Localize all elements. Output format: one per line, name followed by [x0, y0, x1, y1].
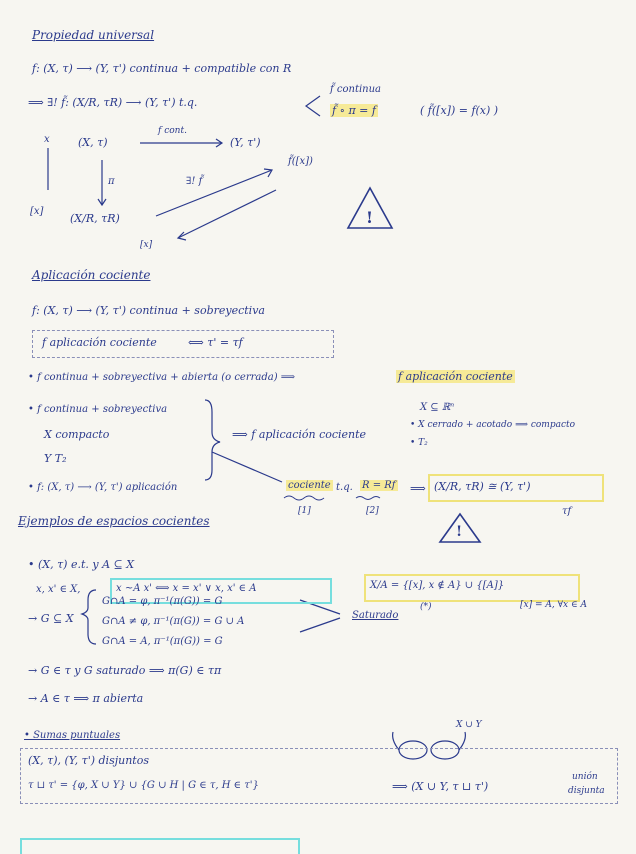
- definition-left: f aplicación cociente: [42, 336, 157, 349]
- diagram-arrow-bracket: [178, 190, 276, 238]
- diagram-node-x-tau: (X, τ): [78, 136, 108, 149]
- diagram-label-fcont: f cont.: [158, 126, 187, 136]
- ref-1: [1]: [298, 506, 311, 516]
- bottom-cyan-box: [20, 838, 300, 854]
- diagram-label-bx2: [x]: [140, 240, 153, 250]
- line-quotient-map-def: f: (X, τ) ⟶ (Y, τ') continua + sobreyectiva: [32, 304, 265, 317]
- diagram-node-quotient: (X/R, τR): [70, 212, 120, 225]
- line-map-definition: f: (X, τ) ⟶ (Y, τ') continua + compatible con R: [32, 62, 292, 75]
- case-2: G∩A ≠ φ, π⁻¹(π(G)) = G ∪ A: [102, 616, 245, 627]
- tau-f-label: τf: [562, 506, 572, 517]
- section-title-examples: Ejemplos de espacios cocientes: [18, 514, 210, 528]
- case-1: G∩A = φ, π⁻¹(π(G)) = G: [102, 596, 223, 607]
- example-note-star: (*): [420, 602, 432, 612]
- condition-composition: f̃ ∘ π = f: [332, 104, 376, 117]
- diagram-label-bx: [x]: [30, 206, 44, 217]
- section-title-quotient-map: Aplicación cociente: [32, 268, 151, 282]
- diagram-label-fx: f̃([x]): [288, 156, 313, 167]
- example-relation: x ~A x' ⟺ x = x' ∨ x, x' ∈ A: [116, 583, 257, 594]
- section-title-universal-property: Propiedad universal: [32, 28, 155, 42]
- diagram-arrow-ftilde: [156, 170, 272, 216]
- sums-topology: τ ⊔ τ' = {φ, X ∪ Y} ∪ {G ∪ H | G ∈ τ, H ∈ τ'}: [28, 780, 259, 791]
- definition-right: ⟺ τ' = τf: [188, 336, 243, 349]
- bullet-compact-1: • f continua + sobreyectiva: [28, 404, 168, 415]
- bullet-iso-result: (X/R, τR) ≅ (Y, τ'): [434, 480, 531, 493]
- bullet-compact-3: Y T₂: [44, 452, 67, 465]
- side-note-3: • T₂: [410, 438, 428, 448]
- bullet-iso-d: R = Rf: [362, 480, 396, 491]
- brace-3: [82, 590, 96, 644]
- diagram-label-exists: ∃! f̃: [186, 176, 203, 187]
- line-exists-unique: ⟹ ∃! f̃: (X/R, τR) ⟶ (Y, τ') t.q.: [28, 96, 198, 109]
- bullet-compact-result: ⟹ f aplicación cociente: [232, 428, 367, 441]
- ref-2: [2]: [366, 506, 379, 516]
- example-note-class: [x] = A, ∀x ∈ A: [520, 600, 587, 610]
- condition-continuous: f̃ continua: [330, 84, 382, 95]
- sums-premise: (X, τ), (Y, τ') disjuntos: [28, 754, 149, 767]
- brace-2: [205, 400, 220, 480]
- sums-note-2: disjunta: [568, 786, 605, 796]
- example-relation-lead: x, x' ∈ X,: [36, 584, 81, 595]
- side-note-2: • X cerrado + acotado ⟹ compacto: [410, 420, 576, 430]
- bullet-iso-a: • f: (X, τ) ⟶ (Y, τ') aplicación: [28, 482, 178, 493]
- open-map: → A ∈ τ ⟹ π abierta: [28, 692, 144, 705]
- warning-mark-1: !: [366, 208, 374, 227]
- condition-formula: ( f̃([x]) = f(x) ): [420, 104, 499, 117]
- sums-note-1: unión: [572, 772, 598, 782]
- example-quotient-set: X/A = {[x], x ∉ A} ∪ {[A]}: [370, 580, 505, 591]
- bullet-compact-2: X compacto: [44, 428, 110, 441]
- bullet-iso-b: cociente: [288, 480, 331, 491]
- diagram-label-x: x: [44, 134, 50, 145]
- sums-result: ⟹ (X ∪ Y, τ ⊔ τ'): [392, 780, 489, 793]
- bullet-open-map-result: f aplicación cociente: [398, 370, 513, 383]
- diagram-node-y-tau: (Y, τ'): [230, 136, 261, 149]
- bullet-iso-c: t.q.: [336, 482, 353, 493]
- saturated-open: → G ∈ τ y G saturado ⟹ π(G) ∈ τπ: [28, 664, 222, 677]
- case-3: G∩A = A, π⁻¹(π(G)) = G: [102, 636, 223, 647]
- side-note-1: X ⊆ ℝⁿ: [420, 402, 455, 413]
- example-premise: • (X, τ) e.t. y A ⊆ X: [28, 558, 135, 571]
- saturated-label: Saturado: [352, 610, 399, 621]
- brace-1: [306, 96, 320, 116]
- warning-mark-2: !: [456, 524, 463, 540]
- diagram-label-pi: π: [108, 176, 115, 187]
- subset-g: → G ⊆ X: [28, 612, 74, 625]
- xy-label: X ∪ Y: [456, 720, 482, 730]
- bullet-iso-e: ⟹: [410, 482, 426, 495]
- bullet-open-map: • f continua + sobreyectiva + abierta (o cerrada) ⟹: [28, 372, 296, 383]
- section-title-sums: • Sumas puntuales: [24, 730, 121, 741]
